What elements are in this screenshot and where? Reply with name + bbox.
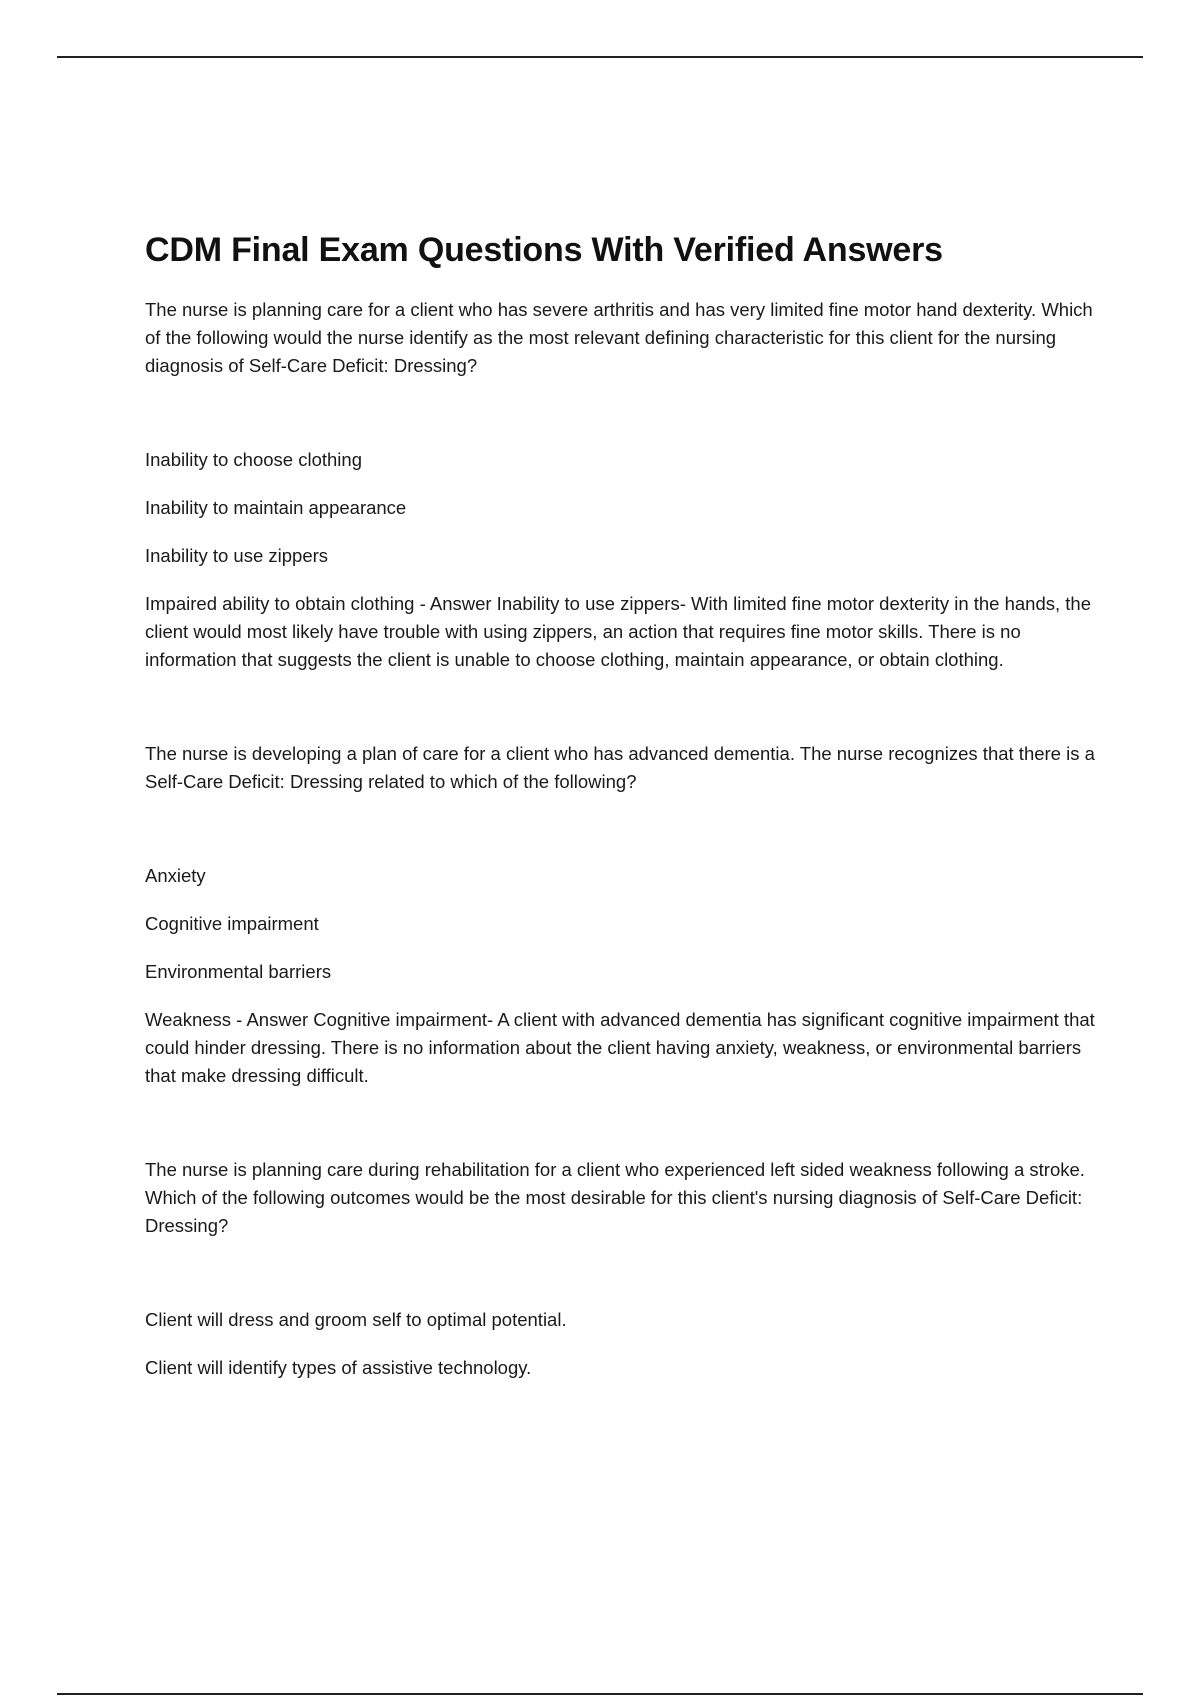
answer-option: Anxiety bbox=[145, 865, 206, 886]
answer-option: Client will identify types of assistive technology. bbox=[145, 1357, 532, 1378]
question-block-1 bbox=[145, 296, 1095, 674]
answer-option: Inability to maintain appearance bbox=[145, 497, 407, 518]
header-rule bbox=[57, 56, 1143, 58]
document-title: CDM Final Exam Questions With Verified Answers bbox=[145, 231, 943, 269]
footer-rule bbox=[57, 1693, 1143, 1695]
document-body bbox=[145, 226, 1095, 1402]
question-block-3 bbox=[145, 1156, 1095, 1382]
answer-explanation: Weakness - Answer Cognitive impairment- A client with advanced dementia has significant cognitive impairment that could hinder dressing. There is no information about the client having anxiety, weakness, or environmental barriers that make dressing difficult. bbox=[145, 1009, 1095, 1086]
answer-option: Inability to use zippers bbox=[145, 545, 329, 566]
question-block-2 bbox=[145, 740, 1095, 1090]
question-text: The nurse is planning care for a client who has severe arthritis and has very limited fine motor hand dexterity. Which of the following would the nurse identify as the most relevant defining characteristic for this client for the nursing diagnosis of Self-Care Deficit: Dressing? bbox=[145, 299, 1093, 376]
question-text: The nurse is planning care during rehabilitation for a client who experienced left sided weakness following a stroke. Which of the following outcomes would be the most desirable for this client's nursing diagnosis of Self-Care Deficit: Dressing? bbox=[145, 1159, 1085, 1236]
answer-option: Inability to choose clothing bbox=[145, 449, 362, 470]
answer-option: Environmental barriers bbox=[145, 961, 332, 982]
answer-explanation: Impaired ability to obtain clothing - Answer Inability to use zippers- With limited fine motor dexterity in the hands, the client would most likely have trouble with using zippers, an action that requires fine motor skills. There is no information that suggests the client is unable to choose clothing, maintain appearance, or obtain clothing. bbox=[145, 593, 1092, 670]
answer-option: Client will dress and groom self to optimal potential. bbox=[145, 1309, 567, 1330]
answer-option: Cognitive impairment bbox=[145, 913, 319, 934]
question-text: The nurse is developing a plan of care for a client who has advanced dementia. The nurse recognizes that there is a Self-Care Deficit: Dressing related to which of the following? bbox=[145, 743, 1095, 792]
